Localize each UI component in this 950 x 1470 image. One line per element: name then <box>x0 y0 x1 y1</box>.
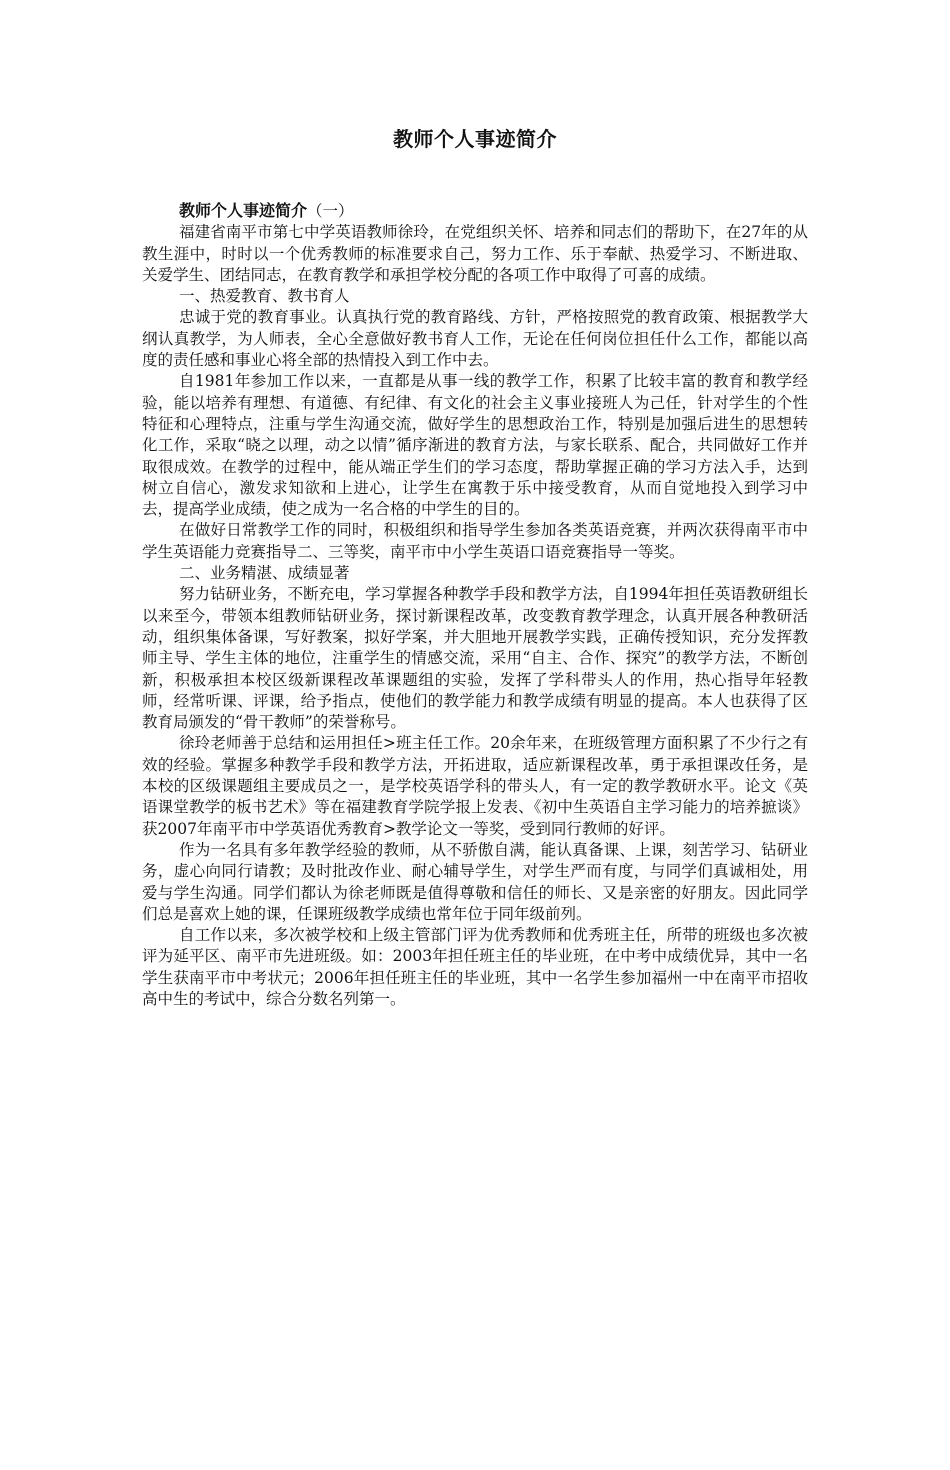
subheading-professional-skill: 二、业务精湛、成绩显著 <box>179 564 350 583</box>
paragraph-honors: 自工作以来，多次被学校和上级主管部门评为优秀教师和优秀班主任，所带的班级也多次被评为延平区、南平市先进班级。如：2003年担任班主任的毕业班，在中考中成绩优异，其中一名学生获南平市中考状元；2006年担任班主任的毕业班，其中一名学生参加福州一中在南平市招收高中生的考试中，综合分数名列第一。 <box>142 926 808 1008</box>
paragraph-attitude: 作为一名具有多年教学经验的教师，从不骄傲自满，能认真备课、上课，刻苦学习、钻研业务，虚心向同行请教；及时批改作业、耐心辅导学生，对学生严而有度，与同学们真诚相处，用爱与学生沟通。同学们都认为徐老师既是值得尊敬和信任的师长、又是亲密的好朋友。因此同学们总是喜欢上她的课，任课班级教学成绩也常年位于同年级前列。 <box>142 840 808 923</box>
section-heading-title: 教师个人事迹简介 <box>179 201 308 220</box>
paragraph-intro: 福建省南平市第七中学英语教师徐玲，在党组织关怀、培养和同志们的帮助下，在27年的从教生涯中，时时以一个优秀教师的标准要求自己，努力工作、乐于奉献、热爱学习、不断进取、关爱学生、团结同志，在教育教学和承担学校分配的各项工作中取得了可喜的成绩。 <box>142 223 808 284</box>
page-title: 教师个人事迹简介 <box>393 127 557 151</box>
paragraph-teaching-experience: 自1981年参加工作以来，一直都是从事一线的教学工作，积累了比较丰富的教育和教学经验，能以培养有理想、有道德、有纪律、有文化的社会主义事业接班人为己任，针对学生的个性特征和心理特点，注重与学生沟通交流，做好学生的思想政治工作，特别是加强后进生的思想转化工作，采取“晓之以理，动之以情”循序渐进的教育方法，与家长联系、配合，共同做好工作并取很成效。在教学的过程中，能从端正学生们的学习态度，帮助掌握正确的学习方法入手，达到树立自信心，激发求知欲和上进心，让学生在寓教于乐中接受教育，从而自觉地投入到学习中去，提高学业成绩，使之成为一名合格的中学生的目的。 <box>142 372 808 519</box>
paragraph-research: 努力钻研业务，不断充电，学习掌握各种教学手段和教学方法，自1994年担任英语教研组长以来至今，带领本组教师钻研业务，探讨新课程改革，改变教育教学理念，认真开展各种教研活动，组织集体备课，写好教案，拟好学案，并大胆地开展教学实践，正确传授知识，充分发挥教师主导、学生主体的地位，注重学生的情感交流，采用“自主、合作、探究”的教学方法，不断创新，积极承担本校区级新课程改革课题组的实验，发挥了学科带头人的作用，热心指导年轻教师，经常听课、评课，给予指点，使他们的教学能力和教学成绩有明显的提高。本人也获得了区教育局颁发的“骨干教师”的荣誉称号。 <box>142 585 808 732</box>
paragraph-loyalty: 忠诚于党的教育事业。认真执行党的教育路线、方针，严格按照党的教育政策、根据教学大纲认真教学，为人师表，全心全意做好教书育人工作，无论在任何岗位担任什么工作，都能以高度的责任感和事业心将全部的热情投入到工作中去。 <box>142 308 808 370</box>
section-heading-number: （一） <box>307 202 354 220</box>
paragraph-competitions: 在做好日常教学工作的同时，积极组织和指导学生参加各类英语竞赛，并两次获得南平市中学生英语能力竞赛指导二、三等奖，南平市中小学生英语口语竞赛指导一等奖。 <box>142 521 808 561</box>
document-body <box>142 222 808 1010</box>
document-page <box>0 126 950 1470</box>
section-heading <box>142 200 808 222</box>
subheading-love-education: 一、热爱教育、教书育人 <box>179 287 350 306</box>
paragraph-class-management: 徐玲老师善于总结和运用担任>班主任工作。20余年来，在班级管理方面积累了不少行之有效的经验。掌握多种教学手段和教学方法，开拓进取，适应新课程改革，勇于承担课改任务，是本校的区级课题组主要成员之一，是学校英语学科的带头人，有一定的教学教研水平。论文《英语课堂教学的板书艺术》等在福建教育学院学报上发表、《初中生英语自主学习能力的培养摭谈》获2007年南平市中学英语优秀教育>教学论文一等奖，受到同行教师的好评。 <box>142 734 808 838</box>
